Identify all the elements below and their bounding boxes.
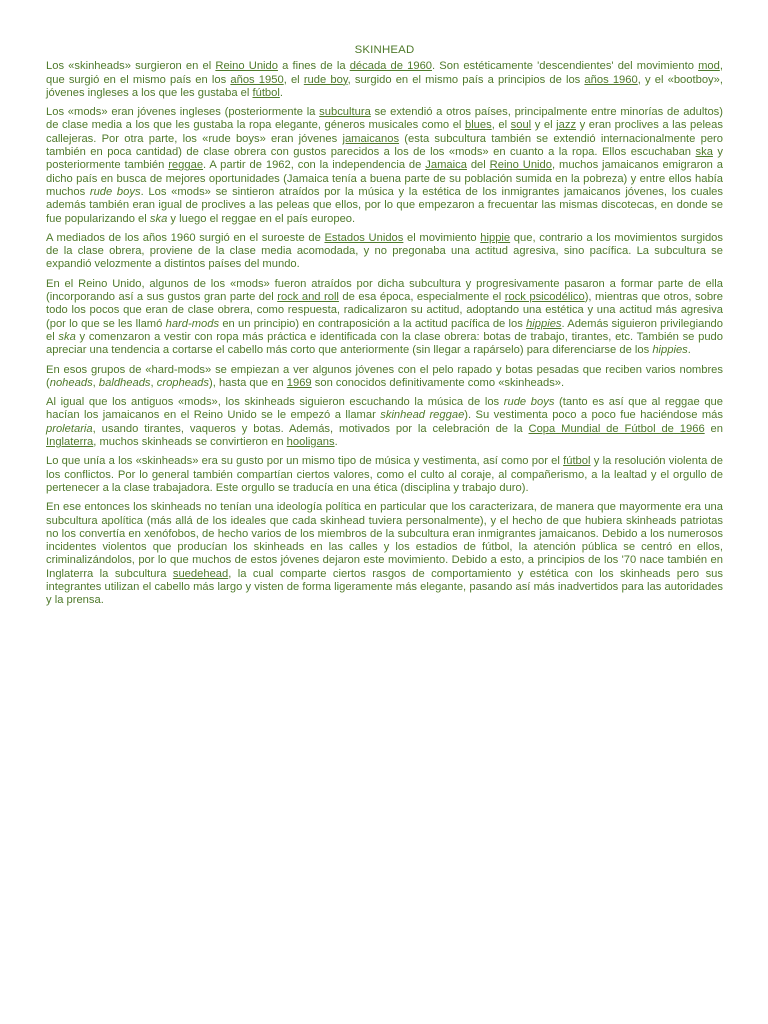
text-run: y eran proclives a las peleas callejeras. Por otra parte, los «rude boys» eran jóvenes bbox=[46, 119, 723, 145]
text-run: ). Su vestimenta poco a poco fue haciéndose más bbox=[464, 409, 723, 422]
emphasis-text: proletaria bbox=[46, 422, 93, 435]
article-body bbox=[46, 60, 723, 607]
text-run: el movimiento bbox=[403, 231, 481, 244]
text-run: y la resolución violenta de los conflictos. Por lo general también compartían ciertos valores, como el culto al coraje, al compañerismo, a la lealtad y el orgullo de pertenecer a la clase trabajadora. Este orgullo se traducía en una ética (disciplina y trabajo duro). bbox=[46, 455, 723, 494]
text-run: , la cual comparte ciertos rasgos de comportamiento y estética con los skinheads pero sus integrantes utilizan el cabello más largo y visten de forma ligeramente más elegante, pasando así más inadvertidos para las autoridades y la prensa. bbox=[46, 567, 723, 607]
wiki-link[interactable]: subcultura bbox=[319, 106, 371, 119]
text-run: (esta subcultura también se extendió internacionalmente pero también en poca cantidad) de clase obrera con gustos parecidos a los de los «mods» en cuanto a la ropa. Ellos escuchaban bbox=[46, 132, 723, 159]
document-page bbox=[46, 44, 723, 614]
text-run: , surgido en el mismo país a principios de los bbox=[347, 73, 585, 86]
wiki-link[interactable]: años 1950 bbox=[230, 73, 284, 86]
text-run: Al igual que los antiguos «mods», los skinheads siguieron escuchando la música de los bbox=[46, 396, 504, 409]
wiki-link[interactable]: Inglaterra bbox=[46, 436, 94, 449]
paragraph-7 bbox=[46, 455, 723, 495]
emphasis-text: skinhead reggae bbox=[380, 409, 465, 422]
emphasis-text: rude boys bbox=[503, 396, 555, 409]
wiki-link[interactable]: mod bbox=[698, 60, 720, 73]
text-run: en bbox=[704, 422, 723, 435]
text-run: , bbox=[92, 376, 99, 389]
wiki-link[interactable]: Reino Unido bbox=[489, 159, 552, 172]
text-run: , que surgió en el mismo país en los bbox=[46, 60, 723, 86]
wiki-link[interactable]: Estados Unidos bbox=[324, 231, 404, 244]
wiki-link[interactable]: hippie bbox=[480, 231, 511, 244]
text-run: y comenzaron a vestir con ropa más práctica e identificada con la clase obrera: botas de trabajo, tirantes, etc. También se pudo apreciar una tendencia a cortarse el cabello más corto que anteriormente (sin llegar a rapárselo) para diferenciarse de los bbox=[46, 330, 723, 357]
text-run: . Además siguieron privilegiando el bbox=[46, 317, 723, 343]
text-run: se extendió a otros países, principalmente entre minorías de adultos) de clase media a los que les gustaba la ropa elegante, géneros musicales como el bbox=[46, 106, 723, 132]
wiki-link[interactable]: década de 1960 bbox=[349, 60, 433, 73]
wiki-link[interactable]: suedehead bbox=[172, 567, 229, 580]
text-run: , usando tirantes, vaqueros y botas. Además, motivados por la celebración de la bbox=[92, 422, 529, 435]
paragraph-5 bbox=[46, 364, 723, 391]
paragraph-8 bbox=[46, 501, 723, 607]
text-run: , y el «bootboy», jóvenes ingleses a los que les gustaba el bbox=[46, 73, 723, 99]
text-run: Los «skinheads» surgieron en el bbox=[46, 60, 216, 73]
emphasis-text: rude boys bbox=[89, 185, 141, 198]
paragraph-3 bbox=[46, 232, 723, 272]
wiki-link[interactable]: Copa Mundial de Fútbol de 1966 bbox=[528, 422, 705, 435]
wiki-link[interactable]: fútbol bbox=[563, 455, 591, 468]
wiki-link[interactable]: jazz bbox=[556, 119, 577, 132]
page-title: SKINHEAD bbox=[354, 44, 415, 56]
text-run: A mediados de los años 1960 surgió en el suroeste de bbox=[46, 231, 325, 244]
emphasis-text: hard-mods bbox=[165, 317, 220, 330]
wiki-link[interactable]: rock and roll bbox=[277, 291, 339, 304]
text-run: del bbox=[466, 159, 490, 172]
wiki-link[interactable] bbox=[526, 318, 561, 330]
text-run: . Son estéticamente 'descendientes' del movimiento bbox=[432, 60, 699, 73]
text-run: Lo que unía a los «skinheads» era su gusto por un mismo tipo de música y vestimenta, así como por el bbox=[46, 455, 564, 468]
emphasis-text: hippies bbox=[526, 317, 562, 330]
wiki-link[interactable]: blues bbox=[464, 119, 492, 132]
text-run: a fines de la bbox=[277, 60, 350, 73]
text-run: . bbox=[334, 436, 338, 449]
text-run: de esa época, especialmente el bbox=[338, 291, 505, 304]
emphasis-text: hippies bbox=[652, 344, 688, 357]
text-run: en un principio) en contraposición a la actitud pacífica de los bbox=[219, 317, 527, 330]
emphasis-text: ska bbox=[149, 212, 168, 225]
text-run: . bbox=[687, 344, 691, 357]
text-run: . Los «mods» se sintieron atraídos por la música y la estética de los inmigrantes jamaicanos jóvenes, los cuales además también eran igual de proclives a las peleas que ellos, por lo que empezaron a frecuentar las mismas discotecas, en donde se fue popularizando el bbox=[46, 185, 724, 225]
text-run: En ese entonces los skinheads no tenían una ideología política en particular que los caracterizara, de manera que mayormente era una subcultura apolítica (más allá de los ideales que cada skinhead tuviera personalmente), y el hecho de que hubiera skinheads patriotas no los convertía en xenófobos, de hecho varios de los miembros de la subcultura eran inmigrantes jamaicanos. Debido a los numerosos incidentes violentos que producían los skinheads en las calles y los estadios de fútbol, la atención pública se centró en ellos, criminalizándolos, por lo que muchos de estos jóvenes dejaron este movimiento. Debido a esto, a principios de los '70 nace también en Inglaterra la subcultura bbox=[46, 501, 723, 580]
text-run: (tanto es así que al reggae que hacían los jamaicanos en el Reino Unido se le empezó a llamar bbox=[46, 396, 723, 422]
text-run: ), mientras que otros, sobre todo los pocos que eran de clase obrera, como respuesta, radicalizaron su actitud, adoptando una estética y una actitud más agresiva (por lo que se les llamó bbox=[46, 291, 723, 330]
wiki-link[interactable]: rude boy bbox=[303, 73, 348, 86]
emphasis-text: cropheads bbox=[156, 376, 209, 389]
paragraph-2 bbox=[46, 106, 723, 226]
wiki-link[interactable]: 1969 bbox=[286, 376, 312, 389]
wiki-link[interactable]: ska bbox=[695, 146, 713, 159]
text-run: En esos grupos de «hard-mods» se empiezan a ver algunos jóvenes con el pelo rapado y botas pesadas que reciben varios nombres ( bbox=[46, 363, 723, 389]
text-run: Los «mods» eran jóvenes ingleses (posteriormente la bbox=[46, 106, 320, 119]
paragraph-4 bbox=[46, 278, 723, 358]
emphasis-text: noheads bbox=[49, 376, 93, 389]
wiki-link[interactable]: hooligans bbox=[286, 436, 335, 449]
wiki-link[interactable]: fútbol bbox=[252, 86, 280, 99]
text-run: , el bbox=[283, 73, 304, 86]
text-run: y luego el reggae en el país europeo. bbox=[167, 212, 356, 225]
emphasis-text: baldheads bbox=[98, 376, 151, 389]
text-run: . bbox=[279, 86, 283, 99]
text-run: que, contrario a los movimientos surgidos de la clase obrera, proviene de la clase media acomodada, y no pregonaba una actitud agresiva, sino pacífica. La subcultura se expandió velozmente a distintos países del mundo. bbox=[46, 231, 723, 271]
text-run: . A partir de 1962, con la independencia de bbox=[203, 159, 426, 172]
wiki-link[interactable]: años 1960 bbox=[584, 73, 638, 86]
text-run: , bbox=[150, 376, 157, 389]
text-run: , el bbox=[491, 119, 511, 132]
text-run: ), hasta que en bbox=[209, 376, 287, 389]
text-run: son conocidos definitivamente como «skinheads». bbox=[311, 376, 565, 389]
paragraph-6 bbox=[46, 396, 723, 449]
wiki-link[interactable]: jamaicanos bbox=[342, 132, 400, 145]
wiki-link[interactable]: Jamaica bbox=[425, 159, 467, 172]
text-run: y el bbox=[531, 119, 557, 132]
wiki-link[interactable]: reggae bbox=[168, 159, 204, 172]
wiki-link[interactable]: rock psicodélico bbox=[504, 291, 585, 304]
paragraph-1 bbox=[46, 60, 723, 100]
text-run: , muchos jamaicanos emigraron a dicho país en busca de mejores oportunidades (Jamaica tenía a buena parte de su población sumida en la pobreza) y entre ellos había muchos bbox=[46, 159, 724, 198]
wiki-link[interactable]: soul bbox=[510, 119, 532, 132]
text-run: , muchos skinheads se convirtieron en bbox=[93, 436, 287, 449]
emphasis-text: ska bbox=[58, 330, 76, 343]
text-run: y posteriormente también bbox=[46, 146, 724, 172]
wiki-link[interactable]: Reino Unido bbox=[215, 60, 278, 73]
text-run: En el Reino Unido, algunos de los «mods» fueron atraídos por dicha subcultura y progresivamente pasaron a formar parte de ella (incorporando así a sus gustos gran parte del bbox=[46, 277, 723, 304]
